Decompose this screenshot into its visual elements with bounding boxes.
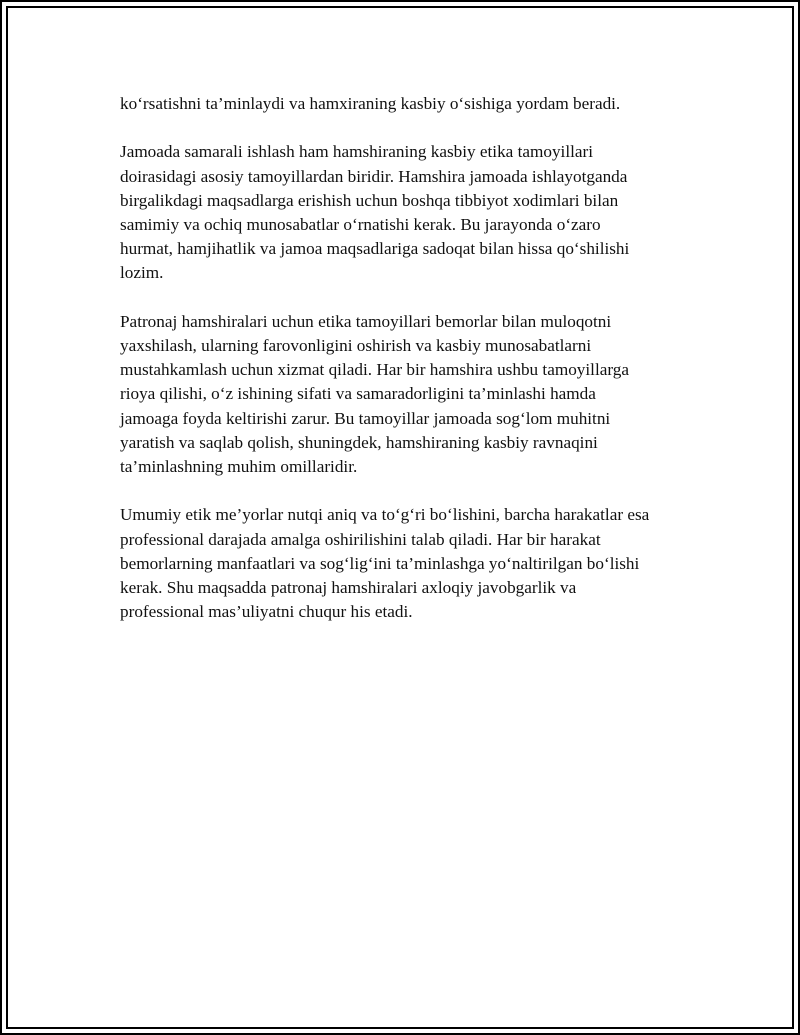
text-line: professional mas’uliyatni chuqur his etadi. — [120, 602, 413, 622]
text-line: samimiy va ochiq munosabatlar o‘rnatishi kerak. Bu jarayonda o‘zaro — [120, 215, 601, 234]
text-line: professional darajada amalga oshirilishini talab qiladi. Har bir harakat — [120, 529, 601, 549]
text-line: Patronaj hamshiralari uchun etika tamoyillari bemorlar bilan muloqotni — [120, 311, 612, 331]
text-line: mustahkamlash uchun xizmat qiladi. Har bir hamshira ushbu tamoyillarga — [120, 360, 629, 380]
document-body — [120, 92, 700, 649]
text-line: ko‘rsatishni ta’minlaydi va hamxiraning kasbiy o‘sishiga yordam beradi. — [120, 94, 621, 113]
text-line: doirasidagi asosiy tamoyillardan biridir. Hamshira jamoada ishlayotganda — [120, 166, 628, 186]
text-line: ta’minlashning muhim omillaridir. — [120, 457, 358, 477]
text-line: kerak. Shu maqsadda patronaj hamshiralari axloqiy javobgarlik va — [120, 578, 577, 598]
text-line: birgalikdagi maqsadlarga erishish uchun boshqa tibbiyot xodimlari bilan — [120, 190, 619, 210]
text-line: bemorlarning manfaatlari va sog‘lig‘ini ta’minlashga yo‘naltirilgan bo‘lishi — [120, 553, 640, 573]
text-line: yaxshilash, ularning farovonligini oshirish va kasbiy munosabatlarni — [120, 336, 592, 355]
paragraph — [120, 140, 700, 285]
text-line: lozim. — [120, 263, 164, 283]
text-line: Jamoada samarali ishlash ham hamshiraning kasbiy etika tamoyillari — [120, 142, 594, 162]
paragraph — [120, 92, 700, 116]
text-line: rioya qilishi, o‘z ishining sifati va samaradorligini ta’minlashi hamda — [120, 384, 596, 404]
paragraph — [120, 310, 700, 479]
text-line: hurmat, hamjihatlik va jamoa maqsadlariga sadoqat bilan hissa qo‘shilishi — [120, 239, 630, 259]
text-line: yaratish va saqlab qolish, shuningdek, hamshiraning kasbiy ravnaqini — [120, 432, 598, 452]
text-line: jamoaga foyda keltirishi zarur. Bu tamoyillar jamoada sog‘lom muhitni — [120, 408, 611, 428]
paragraph — [120, 503, 700, 624]
text-line: Umumiy etik me’yorlar nutqi aniq va to‘g‘ri bo‘lishini, barcha harakatlar esa — [120, 505, 650, 525]
